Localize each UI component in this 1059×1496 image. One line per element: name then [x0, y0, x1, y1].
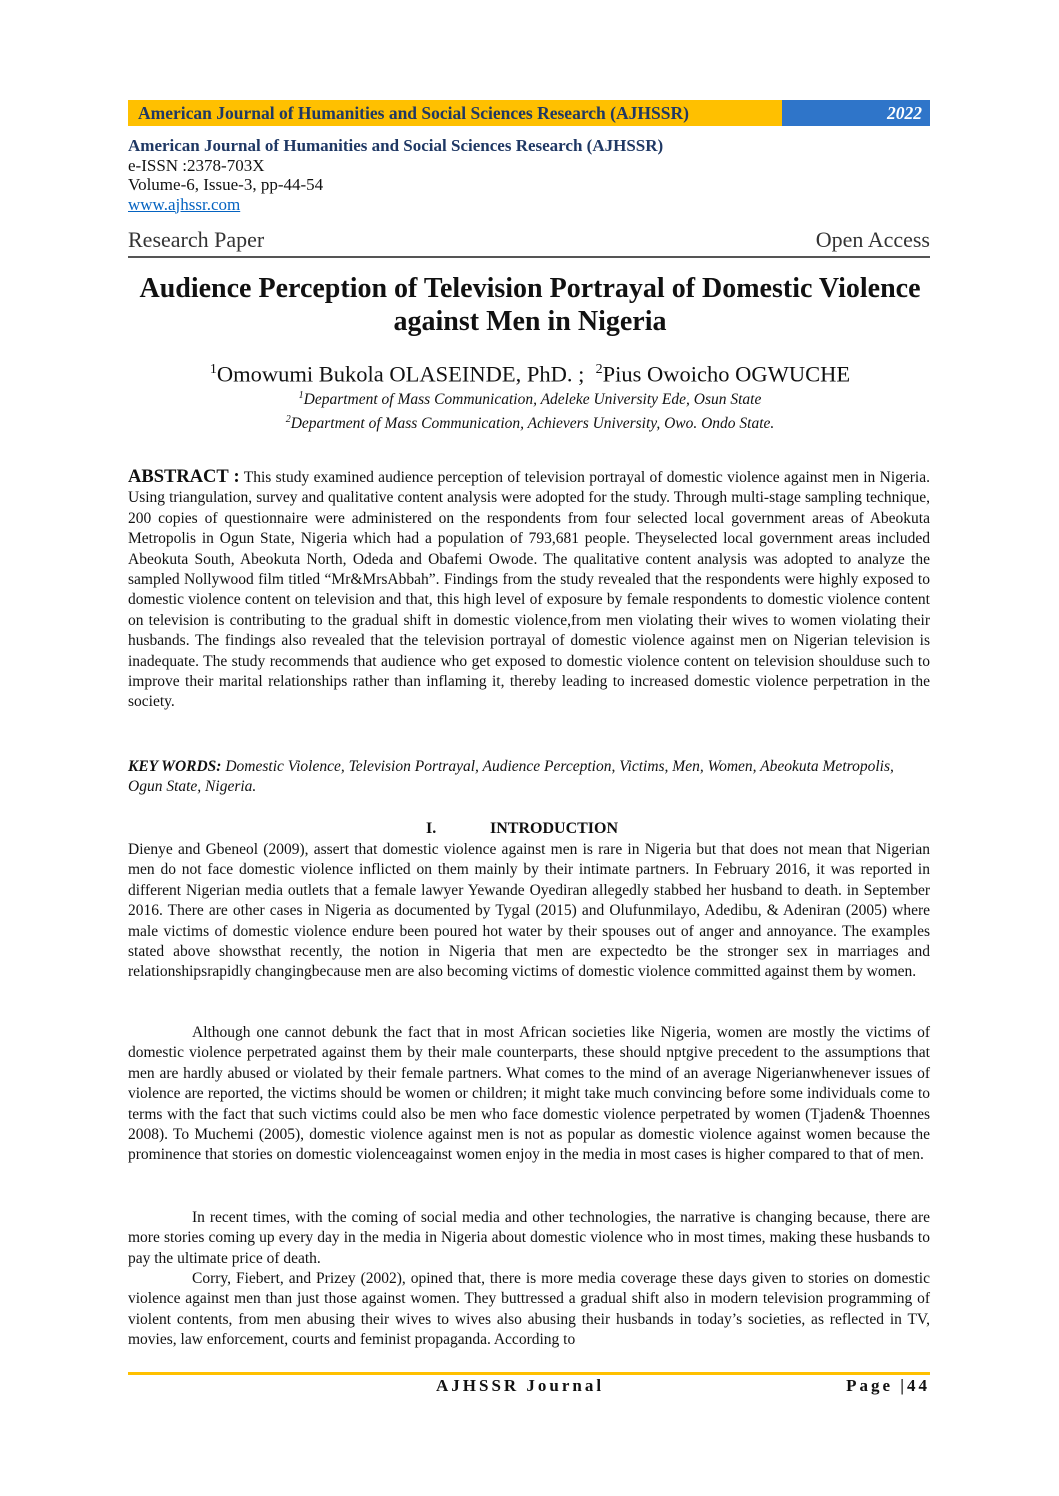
footer-journal: AJHSSR Journal: [436, 1376, 605, 1395]
abstract-label: ABSTRACT :: [128, 467, 240, 487]
affiliation-2-marker: 2: [285, 414, 291, 426]
section-title: INTRODUCTION: [490, 820, 619, 837]
affiliations: [110, 386, 950, 434]
footer-page: [846, 1376, 930, 1396]
page-label: Page |: [846, 1376, 907, 1395]
journal-header-bar: [128, 100, 930, 126]
abstract-text: This study examined audience perception of television portrayal of domestic violence against men in Nigeria. Using triangulation, survey and qualitative content analysis were adopted for the study. Through multi-stage sampling technique, 200 copies of questionnaire were administered on the respondents from four selected local government areas of Abeokuta Metropolis in Ogun State, Nigeria which had a population of 793,681 people. Theyselected local government areas included Abeokuta South, Abeokuta North, Odeda and Obafemi Owode. The qualitative content analysis was adopted to analyze the sampled Nollywood film titled “Mr&MrsAbbah”. Findings from the study revealed that the respondents were highly exposed to domestic violence content on television and that, this high level of exposure by female respondents to domestic violence content on television is contributing to the gradual shift in domestic violence,from men violating their wives to women violating their husbands. The findings also revealed that the television portrayal of domestic violence against men on Nigerian television is inadequate. The study recommends that audience who get exposed to domestic violence content on television shoulduse such to improve their marital relationships rather than inflaming it, thereby leading to increased domestic violence perpetration in the society.: [128, 469, 930, 711]
journal-website-link[interactable]: www.ajhssr.com: [128, 194, 241, 214]
author-1-marker: 1: [209, 362, 217, 377]
paper-type: Research Paper: [128, 227, 265, 252]
paper-title: [110, 272, 950, 338]
volume-issue: Volume-6, Issue-3, pp-44-54: [128, 175, 324, 194]
author-1: Omowumi Bukola OLASEINDE, PhD. ;: [216, 361, 585, 387]
abstract: [128, 467, 930, 713]
page-number: 44: [907, 1376, 930, 1395]
journal-name: American Journal of Humanities and Social Sciences Research (AJHSSR): [128, 136, 664, 155]
section-number: I.: [426, 820, 437, 837]
keywords-label: KEY WORDS:: [128, 758, 222, 775]
paper-type-row: [128, 226, 930, 258]
keywords: [128, 757, 930, 798]
journal-info: [128, 136, 930, 214]
author-list: [110, 355, 950, 390]
body-paragraph: Corry, Fiebert, and Prizey (2002), opined that, there is more media coverage these days given to stories on domestic violence against men than just those against women. They buttressed a gradual shift also in modern television programming of violent contents, from men abusing their wives to wives also abusing their husbands in today’s societies, as reflected in TV, movies, law enforcement, courts and feminist propaganda. According to: [128, 1270, 930, 1349]
keywords-text: Domestic Violence, Television Portrayal, Audience Perception, Victims, Men, Women, Abeokuta Metropolis, Ogun State, Nigeria.: [128, 758, 894, 796]
footer-rule: [128, 1372, 930, 1375]
title-line-2: against Men in Nigeria: [393, 306, 667, 337]
body-paragraph: Dienye and Gbeneol (2009), assert that domestic violence against men is rare in Nigeria but that does not mean that Nigerian men do not face domestic violence inflicted on them mainly by their intimate partners. In February 2016, it was reported in different Nigerian media outlets that a female lawyer Yewande Oyediran allegedly stabbed her husband to death. in September 2016. There are other cases in Nigeria as documented by Tygal (2015) and Olufunmilayo, Adedibu, & Adeniran (2005) where male victims of domestic violence endure been poured hot water by their spouses out of anger and annoyance. The examples stated above showsthat recently, the notion in Nigeria that men are expectedto be the stronger sex in marriages and relationshipsrapidly changingbecause men are also becoming victims of domestic violence committed against them by women.: [128, 841, 930, 981]
body-paragraph: In recent times, with the coming of social media and other technologies, the narrative is changing because, there are more stories coming up every day in the media in Nigeria about domestic violence who in most times, making these husbands to pay the ultimate price of death.: [128, 1209, 930, 1267]
author-2-marker: 2: [595, 362, 603, 377]
affiliation-1: Department of Mass Communication, Adeleke University Ede, Osun State: [303, 391, 762, 409]
header-journal-name: American Journal of Humanities and Social Sciences Research (AJHSSR): [128, 100, 782, 126]
header-year: 2022: [782, 100, 930, 126]
page-footer: [128, 1376, 930, 1398]
body-paragraph: Although one cannot debunk the fact that in most African societies like Nigeria, women are mostly the victims of domestic violence perpetrated against them by their male counterparts, these should nptgive precedent to the assumptions that men are hardly abused or violated by their female partners. What comes to the mind of an average Nigerianwhenever issues of violence are reported, the victims should be women or children; it might take much convincing before some individuals come to terms with the fact that such victims could also be men who face domestic violence perpetrated by women (Tjaden& Thoennes 2008). To Muchemi (2005), domestic violence against men is not as popular as domestic violence against women because the prominence that stories on domestic violenceagainst women enjoy in the media in most cases is higher compared to that of men.: [128, 1024, 930, 1164]
title-line-1: Audience Perception of Television Portrayal of Domestic Violence: [139, 273, 921, 304]
access-type: Open Access: [815, 227, 930, 252]
author-2: Pius Owoicho OGWUCHE: [602, 361, 851, 387]
affiliation-2: Department of Mass Communication, Achievers University, Owo. Ondo State.: [290, 415, 775, 433]
issn: e-ISSN :2378-703X: [128, 155, 265, 175]
affiliation-1-marker: 1: [298, 390, 304, 401]
